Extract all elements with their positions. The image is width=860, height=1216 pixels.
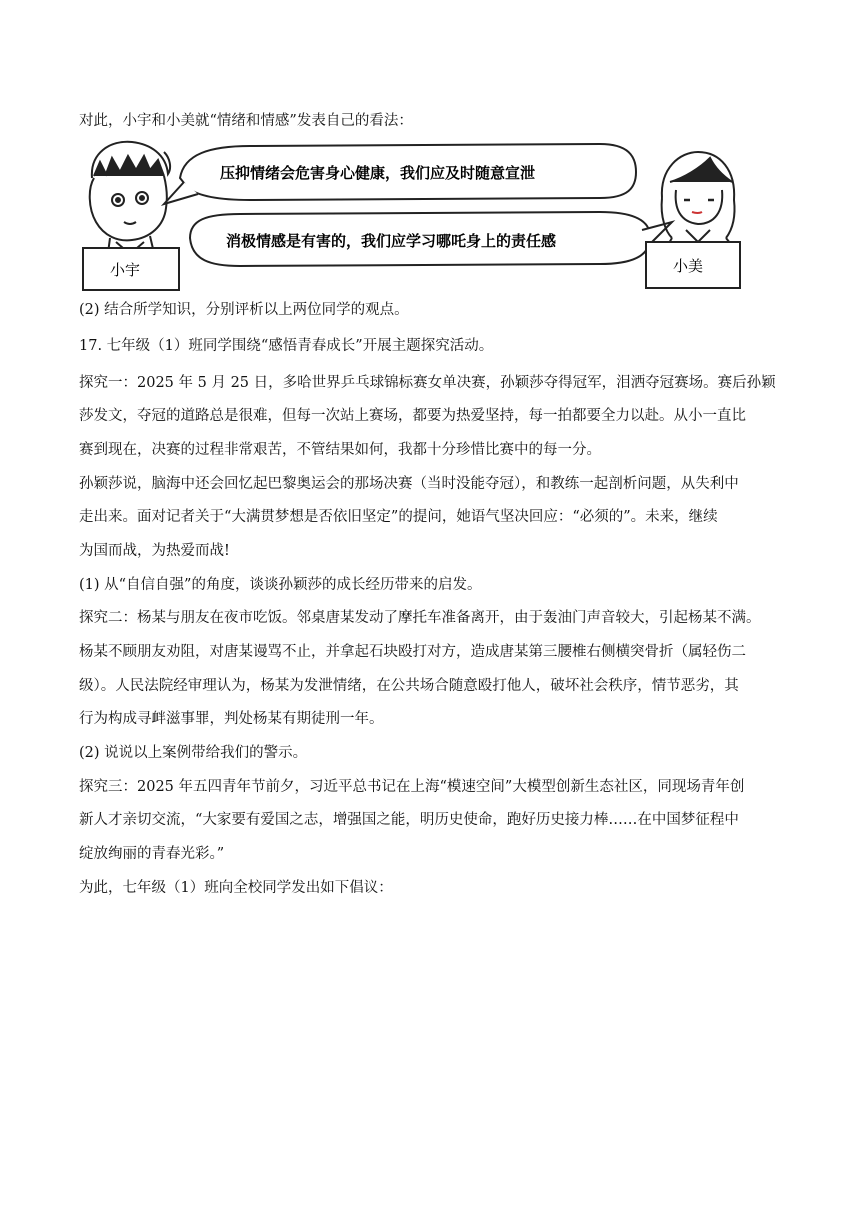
explore3-line-2: 新人才亲切交流，“大家要有爱国之志，增强国之能，明历史使命，跑好历史接力棒……在中国梦征程中 [79, 812, 739, 828]
explore2-line-3: 级）。人民法院经审理认为，杨某为发泄情绪，在公共场合随意殴打他人，破坏社会秩序，情节恶劣，其 [79, 678, 739, 694]
explore3-line-1: 探究三：2025 年五四青年节前夕，习近平总书记在上海“模速空间”大模型创新生态社区，同现场青年创 [79, 779, 745, 795]
explore2-line-1: 探究二：杨某与朋友在夜市吃饭。邻桌唐某发动了摩托车准备离开，由于轰油门声音较大，引起杨某不满。 [79, 610, 761, 626]
explore1b-line-3: 为国而战，为热爱而战! [79, 543, 230, 559]
explore1-line-1: 探究一：2025 年 5 月 25 日，多哈世界乒乓球锦标赛女单决赛，孙颖莎夺得冠军，泪洒夺冠赛场。赛后孙颖 [79, 375, 776, 391]
question-17-1: (1) 从“自信自强”的角度，谈谈孙颖莎的成长经历带来的启发。 [79, 577, 482, 593]
explore1-line-2: 莎发文，夺冠的道路总是很难，但每一次站上赛场，都要为热爱坚持，每一拍都要全力以赴。从小一直比 [79, 408, 746, 424]
explore1-line-3: 赛到现在，决赛的过程非常艰苦，不管结果如何，我都十分珍惜比赛中的每一分。 [79, 442, 601, 458]
cartoon-illustration [80, 138, 745, 294]
explore2-line-4: 行为构成寻衅滋事罪，判处杨某有期徒刑一年。 [79, 711, 384, 727]
explore1b-line-1: 孙颖莎说，脑海中还会回忆起巴黎奥运会的那场决赛（当时没能夺冠），和教练一起剖析问题，从失利中 [79, 476, 739, 492]
right-name-label: 小美 [673, 257, 704, 275]
question-17-2: (2) 说说以上案例带给我们的警示。 [79, 745, 308, 761]
explore1b-line-2: 走出来。面对记者关于“大满贯梦想是否依旧坚定”的提问，她语气坚决回应：“必须的”。未来，继续 [79, 509, 718, 525]
intro-text: 对此，小宇和小美就“情绪和情感”发表自己的看法： [79, 113, 413, 129]
girl-figure-icon [662, 152, 735, 248]
explore3-line-3: 绽放绚丽的青春光彩。” [79, 846, 225, 862]
boy-figure-icon [90, 142, 170, 254]
left-name-label: 小宇 [110, 261, 141, 279]
closing-text: 为此，七年级（1）班向全校同学发出如下倡议： [79, 880, 393, 896]
top-bubble-text: 压抑情绪会危害身心健康，我们应及时随意宣泄 [220, 164, 536, 182]
question-17-title: 17. 七年级（1）班同学围绕“感悟青春成长”开展主题探究活动。 [79, 338, 494, 354]
question-16-2: (2) 结合所学知识，分别评析以上两位同学的观点。 [79, 302, 409, 318]
bottom-bubble-text: 消极情感是有害的，我们应学习哪吒身上的责任感 [226, 232, 557, 250]
explore2-line-2: 杨某不顾朋友劝阻，对唐某谩骂不止，并拿起石块殴打对方，造成唐某第三腰椎右侧横突骨折（属轻伤二 [79, 644, 746, 660]
